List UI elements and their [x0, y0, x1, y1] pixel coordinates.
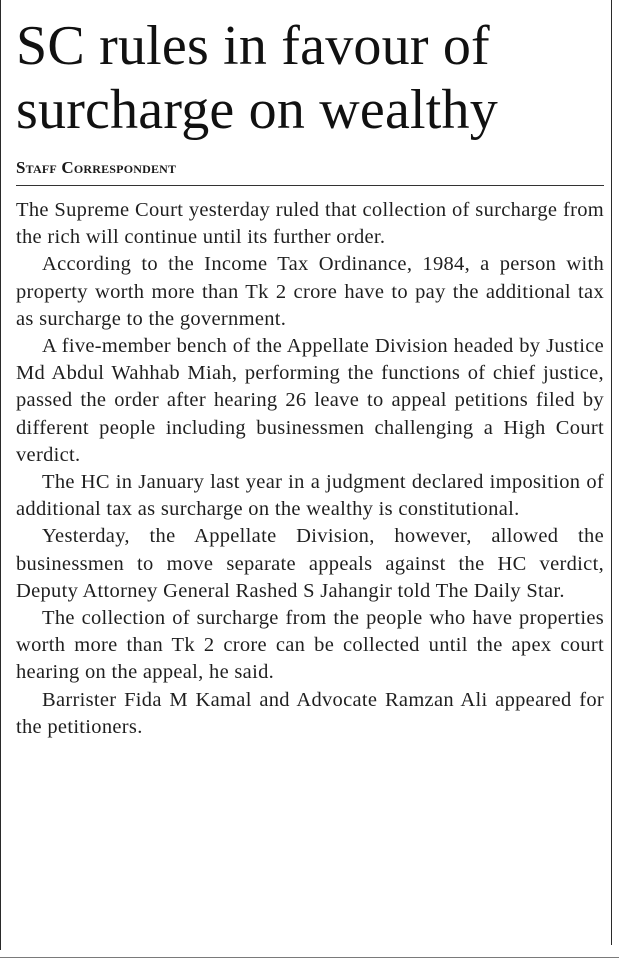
byline-divider	[16, 185, 604, 186]
column-border-right	[611, 0, 612, 945]
article-paragraph: A five-member bench of the Appellate Division headed by Justice Md Abdul Wahhab Miah, performing the functions of chief justice, passed the order after hearing 26 leave to appeal petitions filed by different people including businessmen challenging a High Court verdict.	[16, 335, 604, 466]
article-paragraph: The Supreme Court yesterday ruled that collection of surcharge from the rich will continue until its further order.	[16, 199, 604, 249]
article-body	[16, 197, 604, 741]
article-paragraph: The HC in January last year in a judgment declared imposition of additional tax as surcharge on the wealthy is constitutional.	[16, 471, 604, 521]
byline: Staff Correspondent	[16, 158, 177, 177]
article-paragraph: The collection of surcharge from the people who have properties worth more than Tk 2 crore can be collected until the apex court hearing on the appeal, he said.	[16, 607, 604, 684]
article-paragraph: Yesterday, the Appellate Division, however, allowed the businessmen to move separate appeals against the HC verdict, Deputy Attorney General Rashed S Jahangir told The Daily Star.	[16, 525, 604, 602]
column-border-left	[0, 0, 1, 950]
column-border-bottom	[0, 957, 619, 958]
headline: SC rules in favour of surcharge on wealthy	[16, 15, 498, 141]
article-paragraph: Barrister Fida M Kamal and Advocate Ramzan Ali appeared for the petitioners.	[16, 688, 604, 738]
article-paragraph: According to the Income Tax Ordinance, 1984, a person with property worth more than Tk 2 crore have to pay the additional tax as surcharge to the government.	[16, 253, 604, 330]
news-article	[16, 14, 604, 741]
